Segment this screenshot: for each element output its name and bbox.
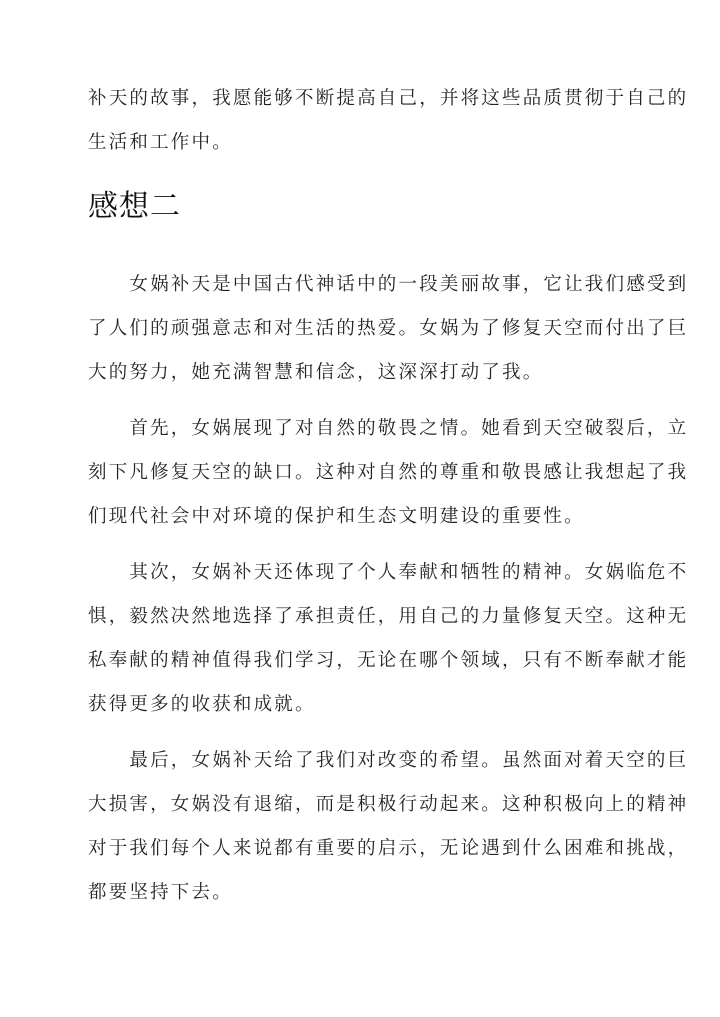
paragraph-line: 刻下凡修复天空的缺口。这种对自然的尊重和敬畏感让我想起了我 xyxy=(88,462,689,483)
paragraph-line: 补天的故事，我愿能够不断提高自己，并将这些品质贯彻于自己的 xyxy=(88,88,689,109)
paragraph-line: 其次，女娲补天还体现了个人奉献和牺牲的精神。女娲临危不 xyxy=(88,562,689,583)
paragraph-line: 首先，女娲展现了对自然的敬畏之情。她看到天空破裂后，立 xyxy=(88,418,689,439)
paragraph-line: 女娲补天是中国古代神话中的一段美丽故事，它让我们感受到 xyxy=(88,274,689,295)
paragraph-line: 大损害，女娲没有退缩，而是积极行动起来。这种积极向上的精神 xyxy=(88,794,689,815)
paragraph-line: 们现代社会中对环境的保护和生态文明建设的重要性。 xyxy=(88,506,585,527)
paragraph-line: 大的努力，她充满智慧和信念，这深深打动了我。 xyxy=(88,362,544,383)
paragraph-line: 私奉献的精神值得我们学习，无论在哪个领域，只有不断奉献才能 xyxy=(88,650,689,671)
paragraph-line: 生活和工作中。 xyxy=(88,132,233,153)
paragraph-line: 获得更多的收获和成就。 xyxy=(88,694,316,715)
paragraph-line: 最后，女娲补天给了我们对改变的希望。虽然面对着天空的巨 xyxy=(88,750,689,771)
paragraph-line: 都要坚持下去。 xyxy=(88,882,233,903)
paragraph-line: 对于我们每个人来说都有重要的启示，无论遇到什么困难和挑战， xyxy=(88,838,689,859)
paragraph-line: 惧，毅然决然地选择了承担责任，用自己的力量修复天空。这种无 xyxy=(88,606,689,627)
section-heading: 感想二 xyxy=(88,189,181,224)
paragraph-line: 了人们的顽强意志和对生活的热爱。女娲为了修复天空而付出了巨 xyxy=(88,318,689,339)
